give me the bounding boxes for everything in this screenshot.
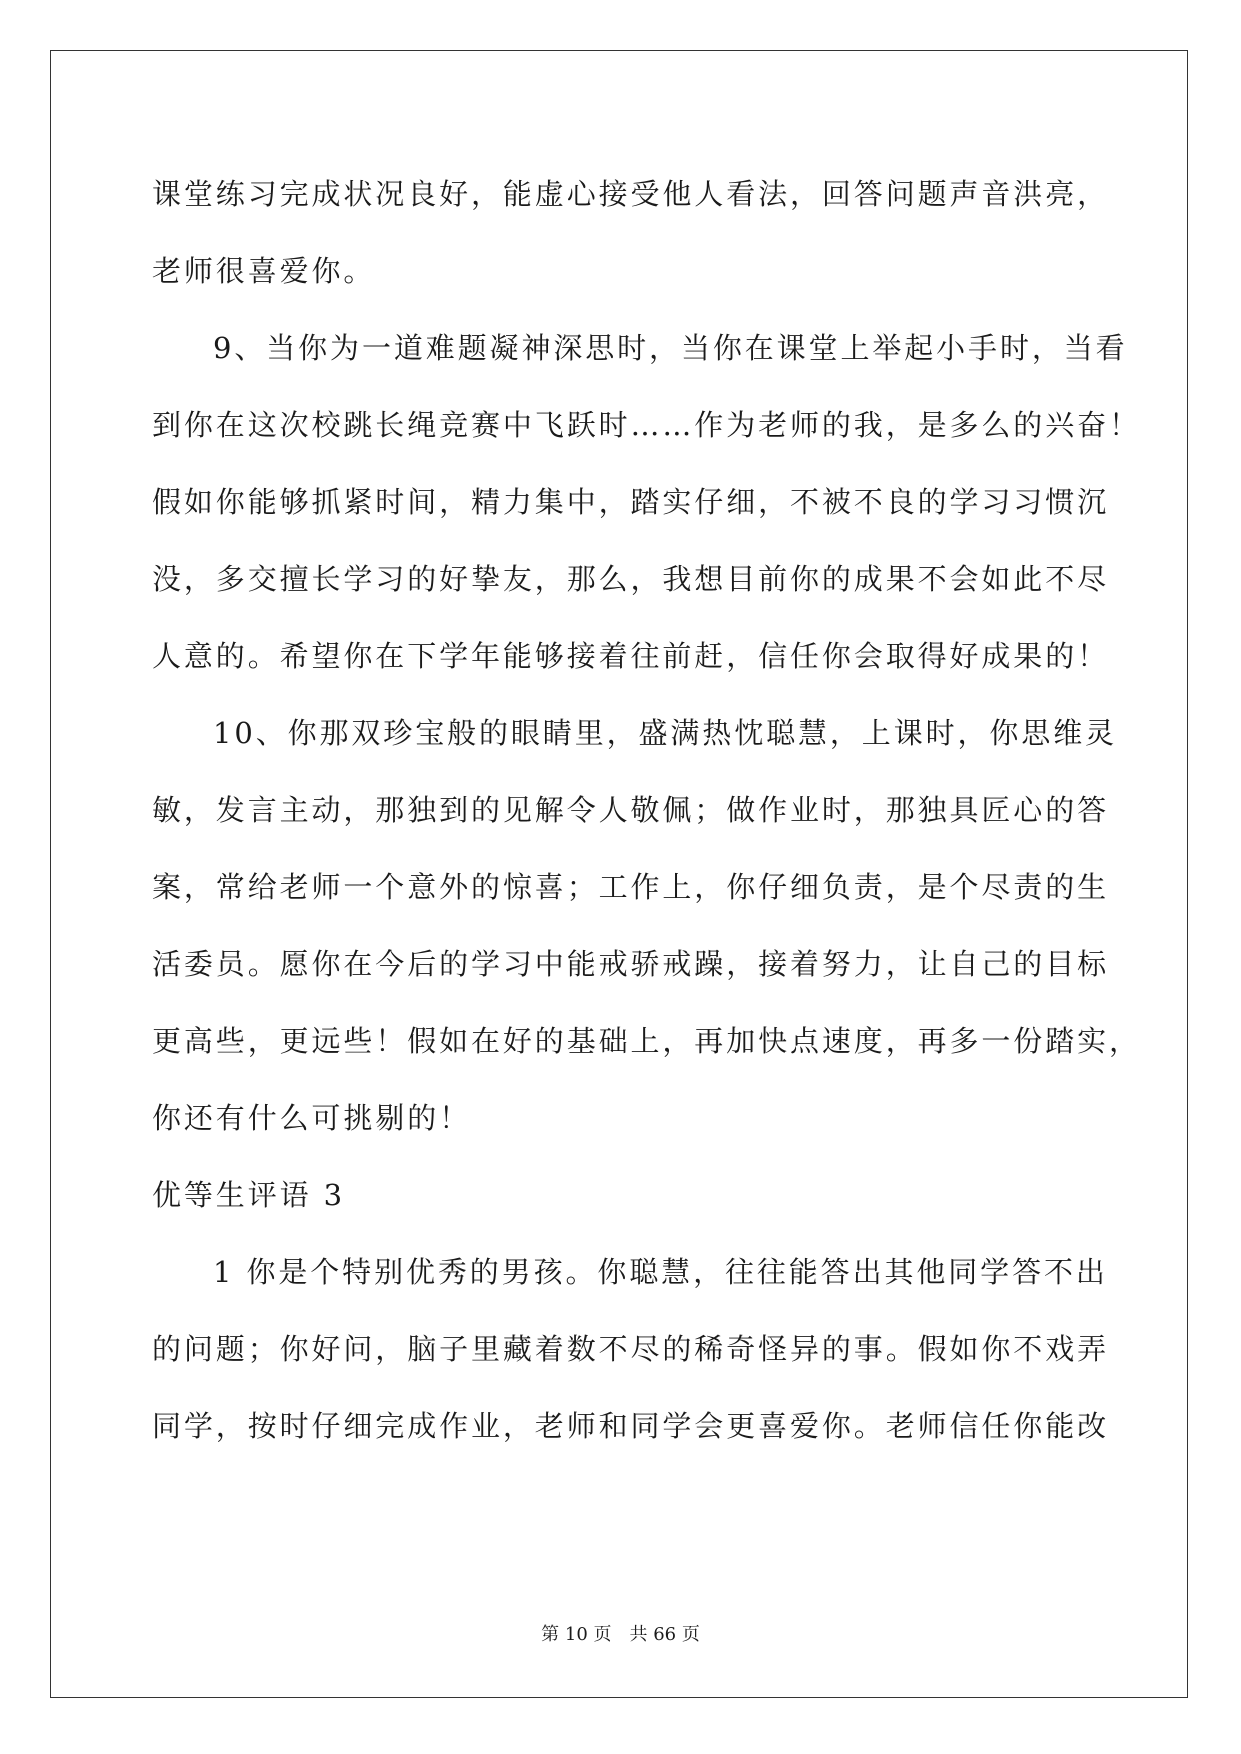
text-line: 同学，按时仔细完成作业，老师和同学会更喜爱你。老师信任你能改	[152, 1409, 1110, 1443]
text-line: 老师很喜爱你。	[152, 254, 376, 288]
text-line: 敏，发言主动，那独到的见解令人敬佩；做作业时，那独具匠心的答	[152, 793, 1110, 827]
text-line: 课堂练习完成状况良好，能虚心接受他人看法，回答问题声音洪亮，	[152, 177, 1110, 211]
page-total: 共 66 页	[629, 1624, 700, 1645]
text-line: 人意的。希望你在下学年能够接着往前赶，信任你会取得好成果的！	[152, 639, 1110, 673]
text-line: 更高些，更远些！假如在好的基础上，再加快点速度，再多一份踏实，	[152, 1024, 1141, 1058]
text-line: 你还有什么可挑剔的！	[152, 1101, 472, 1135]
text-line: 案，常给老师一个意外的惊喜；工作上，你仔细负责，是个尽责的生	[152, 870, 1110, 904]
text-line: 到你在这次校跳长绳竞赛中飞跃时……作为老师的我，是多么的兴奋！	[152, 408, 1141, 442]
text-line: 10、你那双珍宝般的眼睛里，盛满热忱聪慧，上课时，你思维灵	[213, 716, 1118, 750]
text-line: 1 你是个特别优秀的男孩。你聪慧，往往能答出其他同学答不出	[213, 1255, 1108, 1289]
page-number: 第 10 页	[541, 1624, 612, 1645]
document-body	[152, 156, 1141, 1465]
text-line: 没，多交擅长学习的好挚友，那么，我想目前你的成果不会如此不尽	[152, 562, 1110, 596]
page-footer	[0, 1620, 1241, 1646]
text-line: 优等生评语 3	[152, 1178, 345, 1212]
text-line: 假如你能够抓紧时间，精力集中，踏实仔细，不被不良的学习习惯沉	[152, 485, 1110, 519]
text-line: 9、当你为一道难题凝神深思时，当你在课堂上举起小手时，当看	[213, 331, 1128, 365]
text-line: 的问题；你好问，脑子里藏着数不尽的稀奇怪异的事。假如你不戏弄	[152, 1332, 1110, 1366]
text-line: 活委员。愿你在今后的学习中能戒骄戒躁，接着努力，让自己的目标	[152, 947, 1110, 981]
